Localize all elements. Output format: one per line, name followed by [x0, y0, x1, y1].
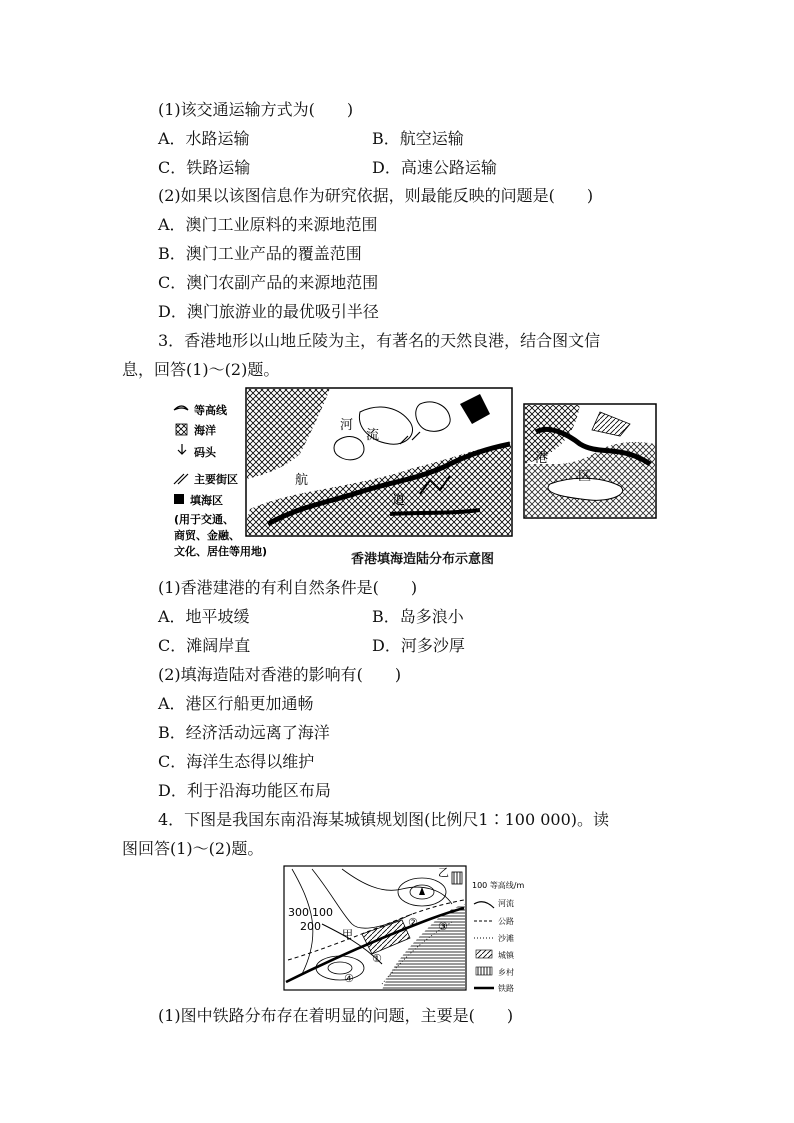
- q2-sub2-stem: (2)如果以该图信息作为研究依据，则最能反映的问题是( ): [158, 186, 594, 205]
- legend-street-label: 主要街区: [194, 473, 238, 486]
- q3-sub2-option-a: A．港区行船更加通畅: [158, 694, 314, 713]
- contour-300: 300: [288, 906, 309, 919]
- legend-rail: 铁路: [498, 984, 514, 993]
- hk-inset-map: [524, 404, 656, 518]
- legend-pier-label: 码头: [194, 446, 216, 459]
- hk-map-caption: 香港填海造陆分布示意图: [351, 552, 495, 567]
- q3-intro-line2: 息，回答(1)～(2)题。: [122, 360, 280, 379]
- map-label-he: 河: [340, 418, 354, 433]
- q2-sub1-option-b: B．航空运输: [372, 129, 464, 148]
- legend-reclaim-label: 填海区: [190, 494, 223, 507]
- q2-sub2-option-b: B．澳门工业产品的覆盖范围: [158, 244, 362, 263]
- pier-icon: [178, 444, 186, 454]
- site-4: ④: [344, 972, 354, 985]
- legend-beach: 沙滩: [498, 934, 514, 943]
- legend-note-line2: 商贸、金融、: [174, 529, 240, 542]
- q3-sub2-option-b: B．经济活动远离了海洋: [158, 723, 330, 742]
- q2-sub1-option-c: C．铁路运输: [158, 158, 251, 177]
- q3-sub2-option-d: D．利于沿海功能区布局: [158, 781, 331, 800]
- q2-sub2-option-a: A．澳门工业原料的来源地范围: [158, 215, 378, 234]
- q3-sub1-option-c: C．滩阔岸直: [158, 636, 251, 655]
- q4-sub1-stem: (1)图中铁路分布存在着明显的问题，主要是( ): [158, 1006, 514, 1025]
- legend-town: 城镇: [498, 951, 514, 960]
- q3-sub1-stem: (1)香港建港的有利自然条件是( ): [158, 578, 418, 597]
- q3-sub1-option-a: A．地平坡缓: [158, 607, 250, 626]
- q3-sub1-option-d: D．河多沙厚: [372, 636, 465, 655]
- q2-sub1-stem: (1)该交通运输方式为( ): [158, 100, 354, 119]
- hk-main-map: [246, 388, 512, 536]
- q2-sub2-option-d: D．澳门旅游业的最优吸引半径: [158, 302, 379, 321]
- q2-sub2-option-c: C．澳门农副产品的来源地范围: [158, 273, 379, 292]
- q3-sub2-stem: (2)填海造陆对香港的影响有( ): [158, 665, 402, 684]
- q3-intro-line1: 3．香港地形以山地丘陵为主，有著名的天然良港，结合图文信: [158, 331, 601, 350]
- inset-label-qu: 区: [578, 469, 592, 484]
- legend-village: 乡村: [498, 968, 514, 977]
- q3-sub2-option-c: C．海洋生态得以维护: [158, 752, 315, 771]
- legend-ocean-label: 海洋: [194, 424, 216, 437]
- site-1: ①: [372, 952, 382, 965]
- site-3: ③: [438, 920, 448, 933]
- q4-intro-line2: 图回答(1)～(2)题。: [122, 839, 264, 858]
- inset-label-gang: 港: [535, 451, 549, 466]
- q2-sub1-option-a: A．水路运输: [158, 129, 250, 148]
- town-planning-map: [282, 864, 562, 996]
- site-2: ②: [408, 916, 418, 929]
- hk-reclamation-map: [160, 384, 660, 568]
- legend-road: 公路: [498, 917, 514, 926]
- place-yi: 乙: [438, 866, 449, 879]
- legend-river: 河流: [498, 899, 514, 908]
- q3-sub1-option-b: B．岛多浪小: [372, 607, 464, 626]
- legend-contour: 100 等高线/m: [472, 881, 525, 890]
- q2-sub1-option-d: D．高速公路运输: [372, 158, 497, 177]
- map-label-liu: 流: [366, 428, 380, 443]
- map-label-dao: 道: [392, 493, 406, 508]
- q4-intro-line1: 4．下图是我国东南沿海某城镇规划图(比例尺1∶100 000)。读: [158, 810, 610, 829]
- contour-200: 200: [300, 920, 321, 933]
- legend-note-line1: (用于交通、: [174, 513, 235, 526]
- legend-note-line3: 文化、居住等用地): [174, 545, 268, 558]
- contour-100: 100: [312, 906, 333, 919]
- place-jia: 甲: [342, 928, 353, 941]
- town-map-legend: [472, 880, 525, 993]
- legend-contour-label: 等高线: [194, 404, 227, 417]
- map-label-hang: 航: [295, 473, 309, 488]
